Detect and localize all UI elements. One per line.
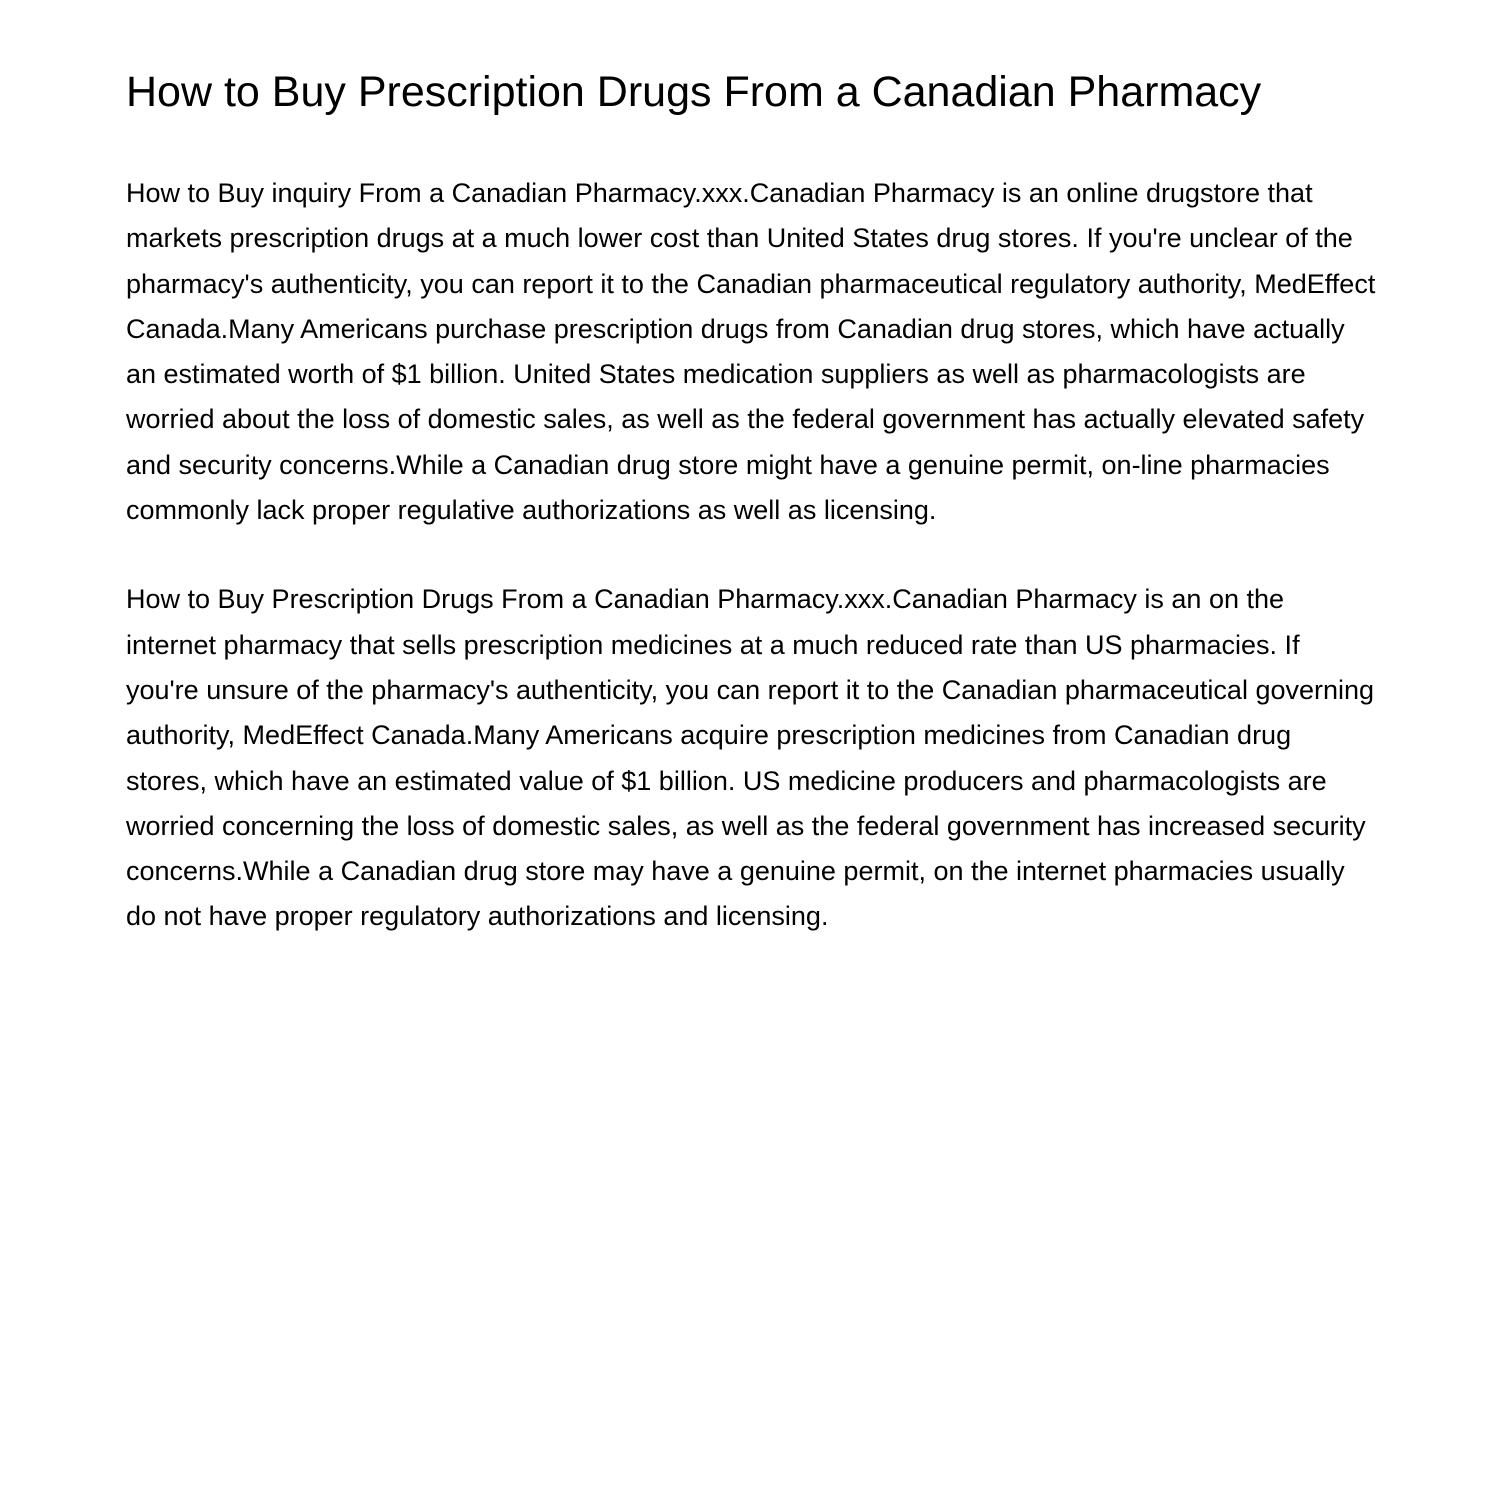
document-page: [126, 62, 1376, 984]
document-title: How to Buy Prescription Drugs From a Canadian Pharmacy: [126, 68, 1262, 116]
paragraph-2: How to Buy Prescription Drugs From a Canadian Pharmacy.xxx.Canadian Pharmacy is an on the internet pharmacy that sells prescription medicines at a much reduced rate than US pharmacies. If you're unsure of the pharmacy's authenticity, you can report it to the Canadian pharmaceutical governing authority, MedEffect Canada.Many Americans acquire prescription medicines from Canadian drug stores, which have an estimated value of $1 billion. US medicine producers and pharmacologists are worried concerning the loss of domestic sales, as well as the federal government has increased security concerns.While a Canadian drug store may have a genuine permit, on the internet pharmacies usually do not have proper regulatory authorizations and licensing.: [126, 584, 1375, 932]
paragraph-1: How to Buy inquiry From a Canadian Pharmacy.xxx.Canadian Pharmacy is an online drugstore that markets prescription drugs at a much lower cost than United States drug stores. If you're unclear of the pharmacy's authenticity, you can report it to the Canadian pharmaceutical regulatory authority, MedEffect Canada.Many Americans purchase prescription drugs from Canadian drug stores, which have actually an estimated worth of $1 billion. United States medication suppliers as well as pharmacologists are worried about the loss of domestic sales, as well as the federal government has actually elevated safety and security concerns.While a Canadian drug store might have a genuine permit, on-line pharmacies commonly lack proper regulative authorizations as well as licensing.: [126, 178, 1376, 526]
